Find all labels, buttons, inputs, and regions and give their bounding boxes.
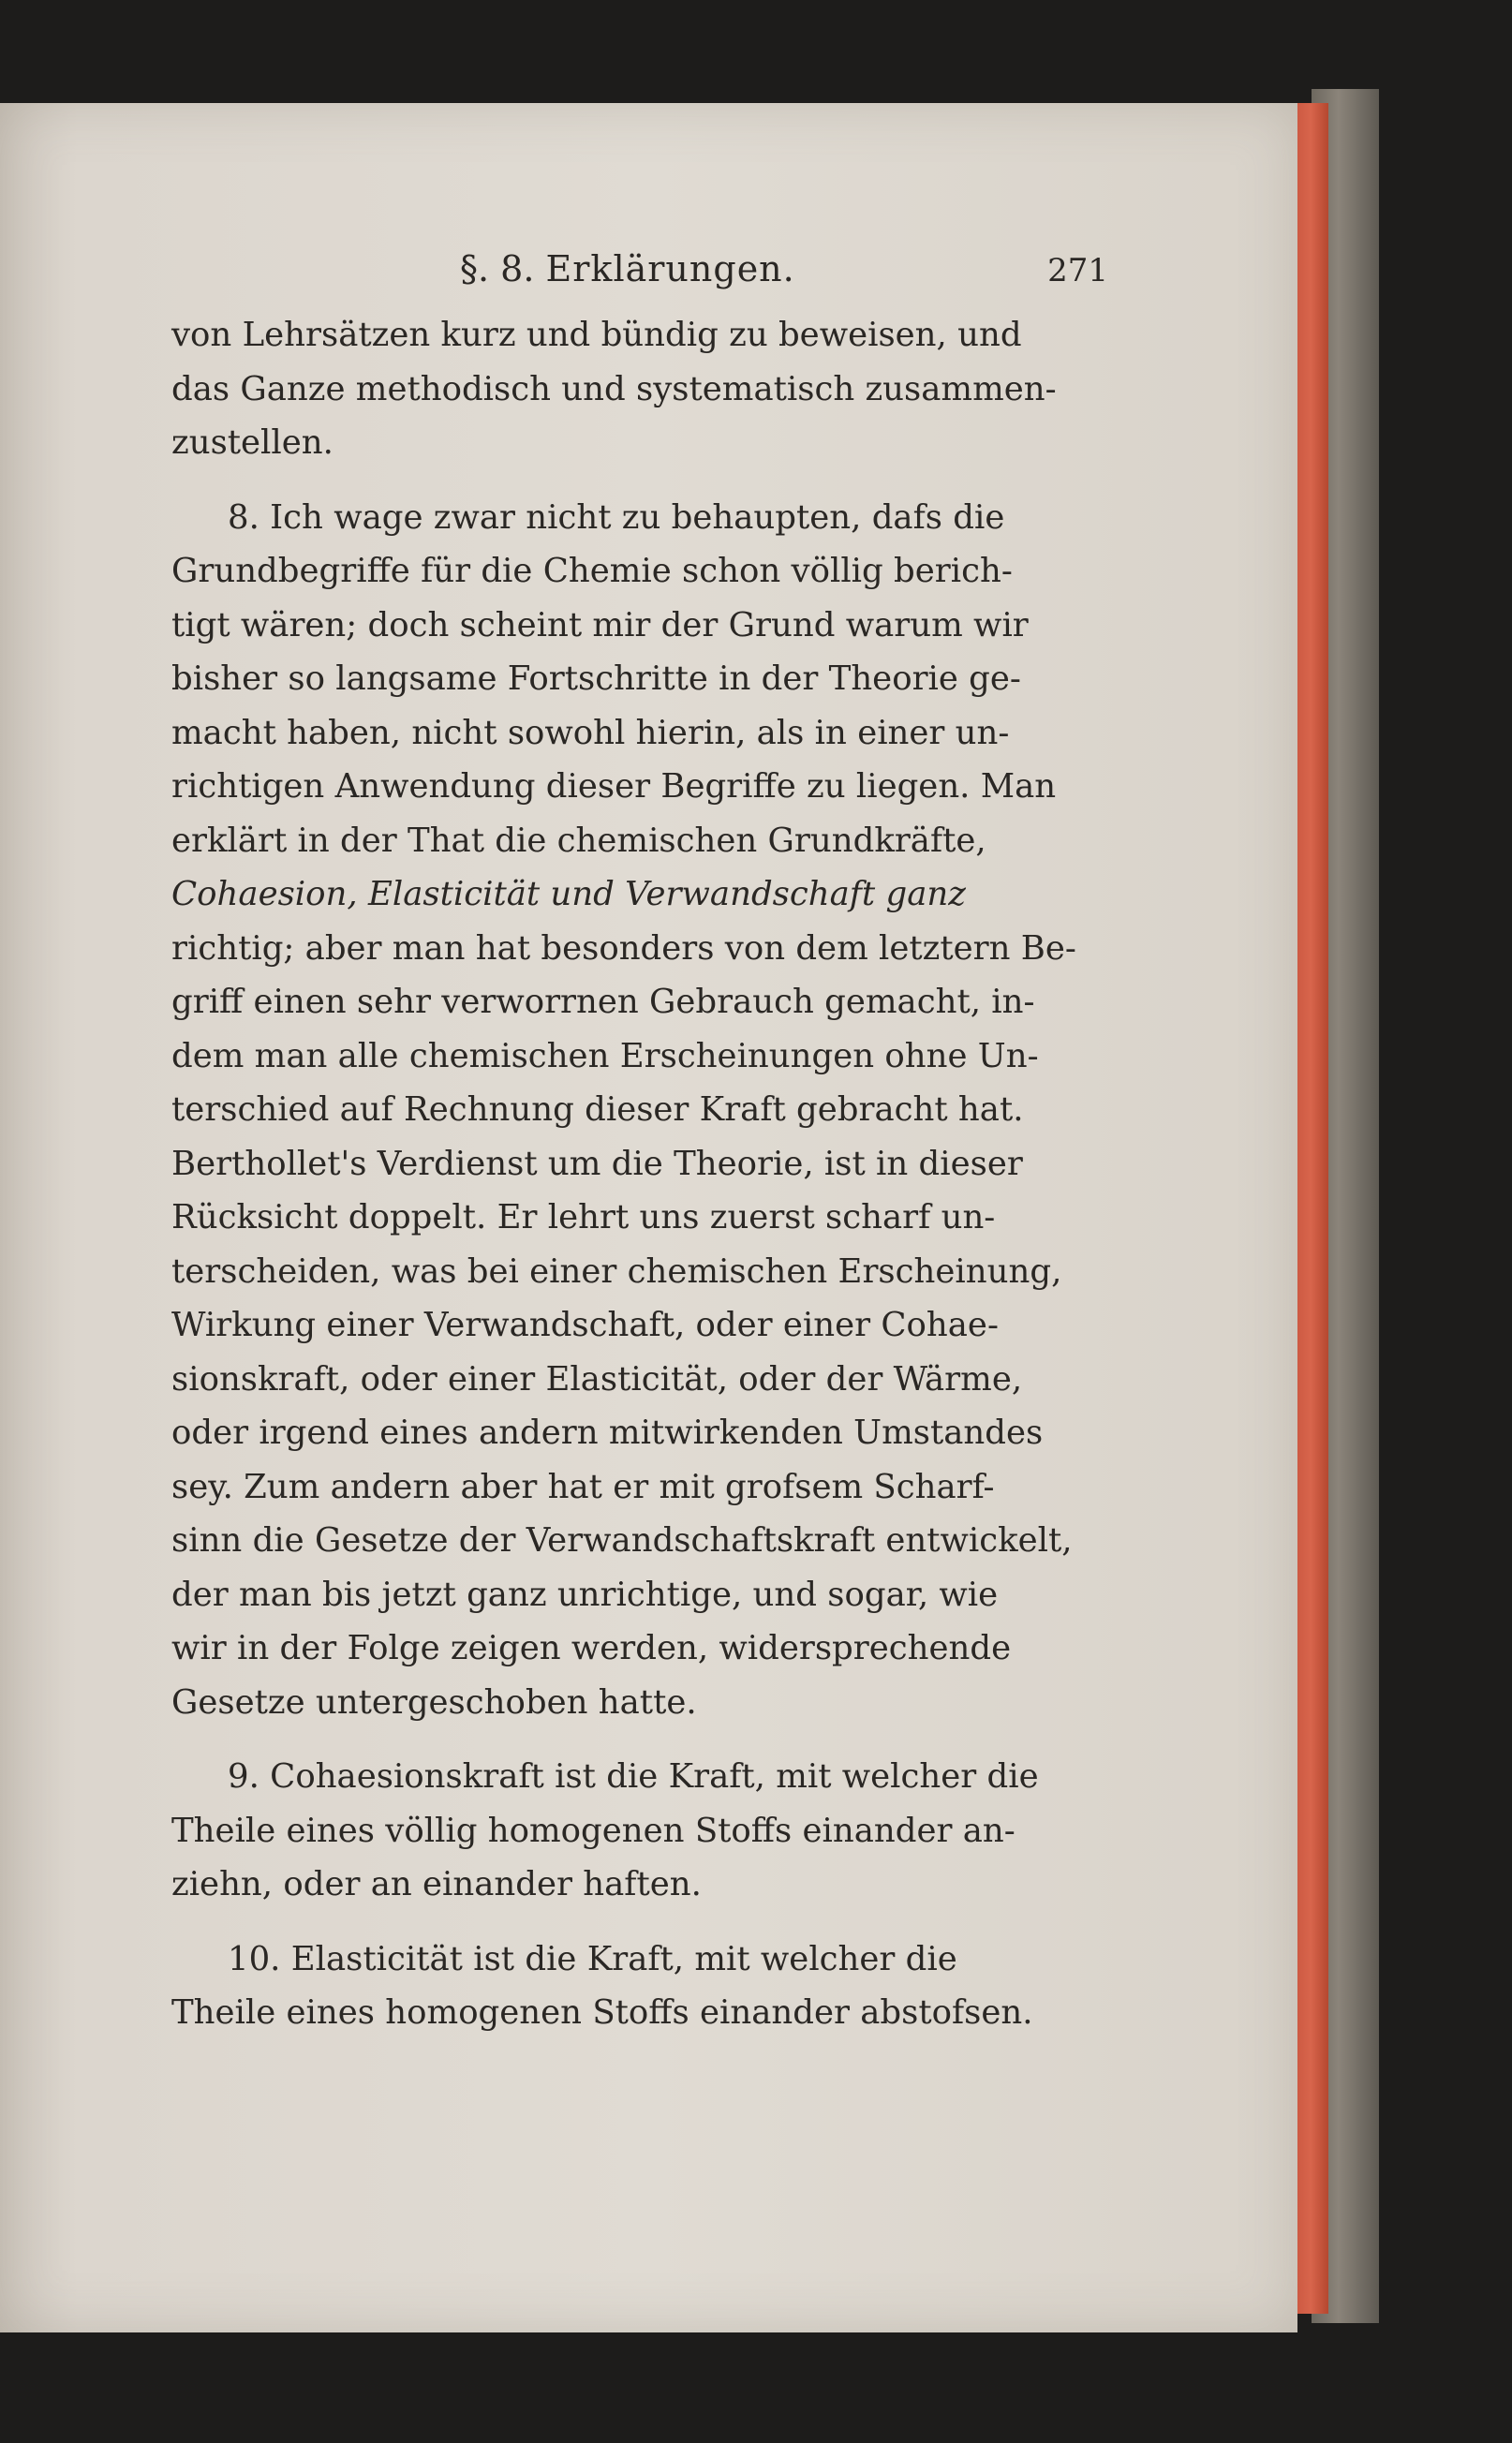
text-line: Berthollet's Verdienst um die Theorie, ist in dieser: [171, 1144, 1023, 1183]
text-line: sinn die Gesetze der Verwandschaftskraft entwickelt,: [171, 1521, 1073, 1560]
text-line: terschied auf Rechnung dieser Kraft gebracht hat.: [171, 1090, 1024, 1129]
text-line: richtig; aber man hat besonders von dem letztern Be-: [171, 928, 1076, 968]
paragraph-9: [171, 1750, 1108, 1912]
red-page-edge: [1293, 103, 1328, 2314]
text-line: von Lehrsätzen kurz und bündig zu beweisen, und: [171, 316, 1022, 354]
text-line: sionskraft, oder einer Elasticität, oder der Wärme,: [171, 1359, 1023, 1399]
page-number: 271: [1047, 252, 1108, 289]
text-line: griff einen sehr verworrnen Gebrauch gemacht, in-: [171, 983, 1035, 1021]
text-line: Wirkung einer Verwandschaft, oder einer Cohae-: [171, 1306, 999, 1344]
text-line: bisher so langsame Fortschritte in der Theorie ge-: [171, 659, 1021, 698]
text-line: 8. Ich wage zwar nicht zu behaupten, dafs die: [228, 497, 1005, 537]
text-line: tigt wären; doch scheint mir der Grund warum wir: [171, 605, 1029, 644]
running-header: [171, 248, 1108, 289]
text-line: oder irgend eines andern mitwirkenden Umstandes: [171, 1414, 1044, 1452]
text-line: Grundbegriffe für die Chemie schon völlig berich-: [171, 552, 1013, 590]
paragraph-continuation: [171, 308, 1108, 470]
book-page: [0, 103, 1297, 2332]
text-line: wir in der Folge zeigen werden, widersprechende: [171, 1629, 1012, 1667]
text-line: der man bis jetzt ganz unrichtige, und sogar, wie: [171, 1575, 999, 1614]
paragraph-8: [171, 491, 1108, 1730]
text-line: erklärt in der That die chemischen Grundkräfte,: [171, 821, 986, 860]
header-title-group: [460, 248, 795, 289]
text-line: Theile eines homogenen Stoffs einander abstofsen.: [171, 1993, 1033, 2032]
text-line: richtigen Anwendung dieser Begriffe zu liegen. Man: [171, 767, 1057, 806]
paragraph-10: [171, 1932, 1108, 2040]
text-line: das Ganze methodisch und systematisch zusammen-: [171, 369, 1057, 408]
text-line: Rücksicht doppelt. Er lehrt uns zuerst scharf un-: [171, 1198, 996, 1236]
text-line: terscheiden, was bei einer chemischen Erscheinung,: [171, 1251, 1062, 1291]
text-line: sey. Zum andern aber hat er mit grofsem Scharf-: [171, 1467, 995, 1506]
text-line: Gesetze untergeschoben hatte.: [171, 1682, 697, 1722]
text-line: ziehn, oder an einander haften.: [171, 1865, 702, 1903]
text-line: Theile eines völlig homogenen Stoffs einander an-: [171, 1811, 1015, 1850]
text-line: Cohaesion, Elasticität und Verwandschaft ganz: [171, 875, 966, 913]
text-line: macht haben, nicht sowohl hierin, als in einer un-: [171, 713, 1010, 752]
text-line: 10. Elasticität ist die Kraft, mit welcher die: [228, 1939, 957, 1978]
text-line: zustellen.: [171, 423, 334, 462]
header-title: Erklärungen.: [545, 248, 795, 289]
text-line: dem man alle chemischen Erscheinungen ohne Un-: [171, 1036, 1039, 1075]
section-mark: §. 8.: [460, 248, 535, 289]
page-text: [171, 248, 1108, 2040]
text-line: 9. Cohaesionskraft ist die Kraft, mit welcher die: [228, 1757, 1039, 1796]
